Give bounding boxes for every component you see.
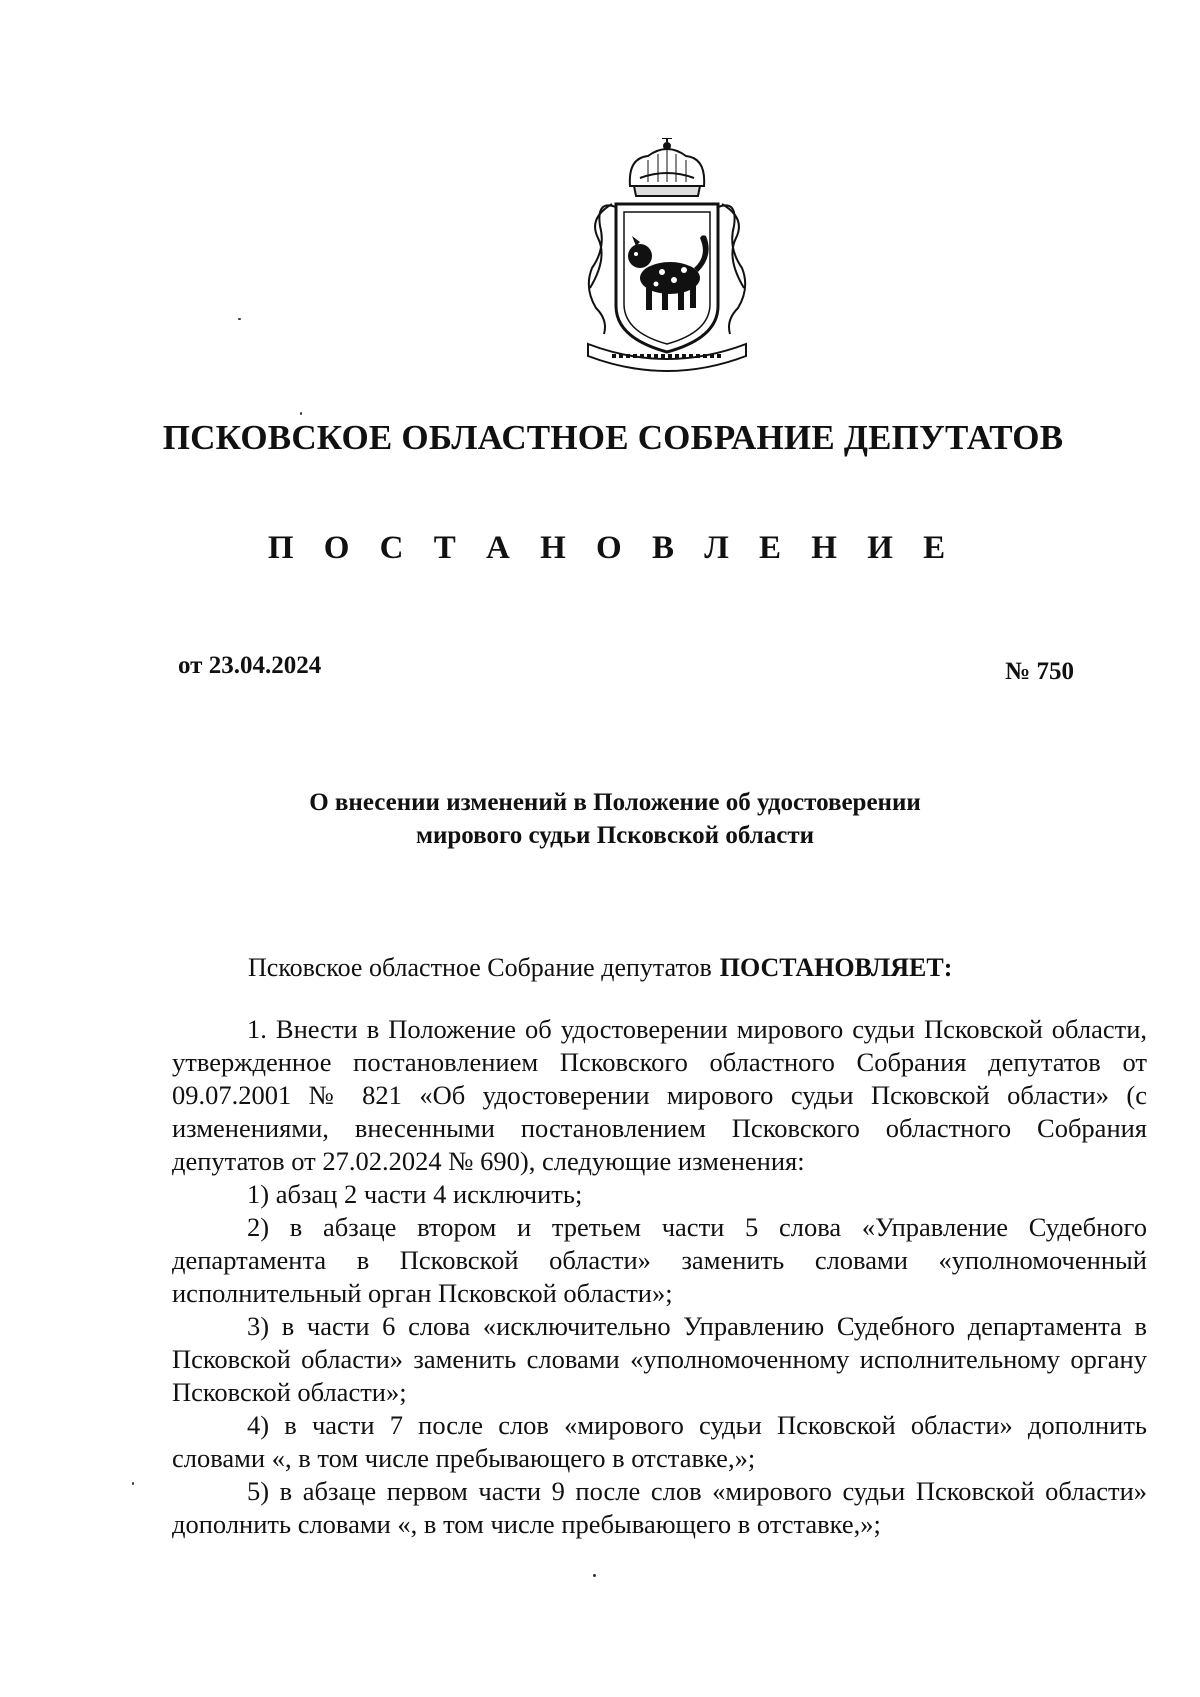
document-date: от 23.04.2024 xyxy=(178,652,322,679)
paragraph: 1. Внести в Положение об удостоверении мирового судьи Псковской области, утвержденное постановлением Псковского областного Собрания депутатов от 09.07.2001 № 821 «Об удостоверении мирового судьи Псковской области» (с изменениями, внесенными постановлением Псковского областного Собрания депутатов от 27.02.2024 № 690), следующие изменения: xyxy=(172,1014,1147,1176)
resolution-body xyxy=(172,1013,1147,1541)
subject-line-1: О внесении изменений в Положение об удостоверении xyxy=(309,789,921,816)
scan-speck xyxy=(300,412,302,415)
paragraph: 2) в абзаце втором и третьем части 5 слова «Управление Судебного департамента в Псковской области» заменить словами «уполномоченный исполнительный орган Псковской области»; xyxy=(172,1212,1147,1308)
paragraph: 5) в абзаце первом части 9 после слов «мирового судьи Псковской области» дополнить словами «, в том числе пребывающего в отставке,»; xyxy=(172,1476,1147,1539)
paragraph: 4) в части 7 после слов «мирового судьи Псковской области» дополнить словами «, в том числе пребывающего в отставке,»; xyxy=(172,1410,1147,1473)
paragraph: 1) абзац 2 части 4 исключить; xyxy=(247,1179,583,1209)
scan-speck xyxy=(593,1574,596,1577)
preamble-text: Псковское областное Собрание депутатов xyxy=(248,953,712,982)
coat-of-arms-emblem xyxy=(578,138,756,376)
document-subject xyxy=(0,786,1200,852)
organization-title: ПСКОВСКОЕ ОБЛАСТНОЕ СОБРАНИЕ ДЕПУТАТОВ xyxy=(162,418,1064,457)
scan-speck xyxy=(132,1482,134,1485)
subject-line-2: мирового судьи Псковской области xyxy=(415,822,815,849)
paragraph: 3) в части 6 слова «исключительно Управлению Судебного департамента в Псковской области» заменить словами «уполномоченному исполнительному органу Псковской области»; xyxy=(172,1311,1147,1407)
scan-speck xyxy=(238,318,241,320)
preamble xyxy=(248,953,952,983)
document-type-heading: П О С Т А Н О В Л Е Н И Е xyxy=(267,530,957,566)
document-number: № 750 xyxy=(1005,658,1074,685)
preamble-keyword: ПОСТАНОВЛЯЕТ: xyxy=(719,953,953,982)
